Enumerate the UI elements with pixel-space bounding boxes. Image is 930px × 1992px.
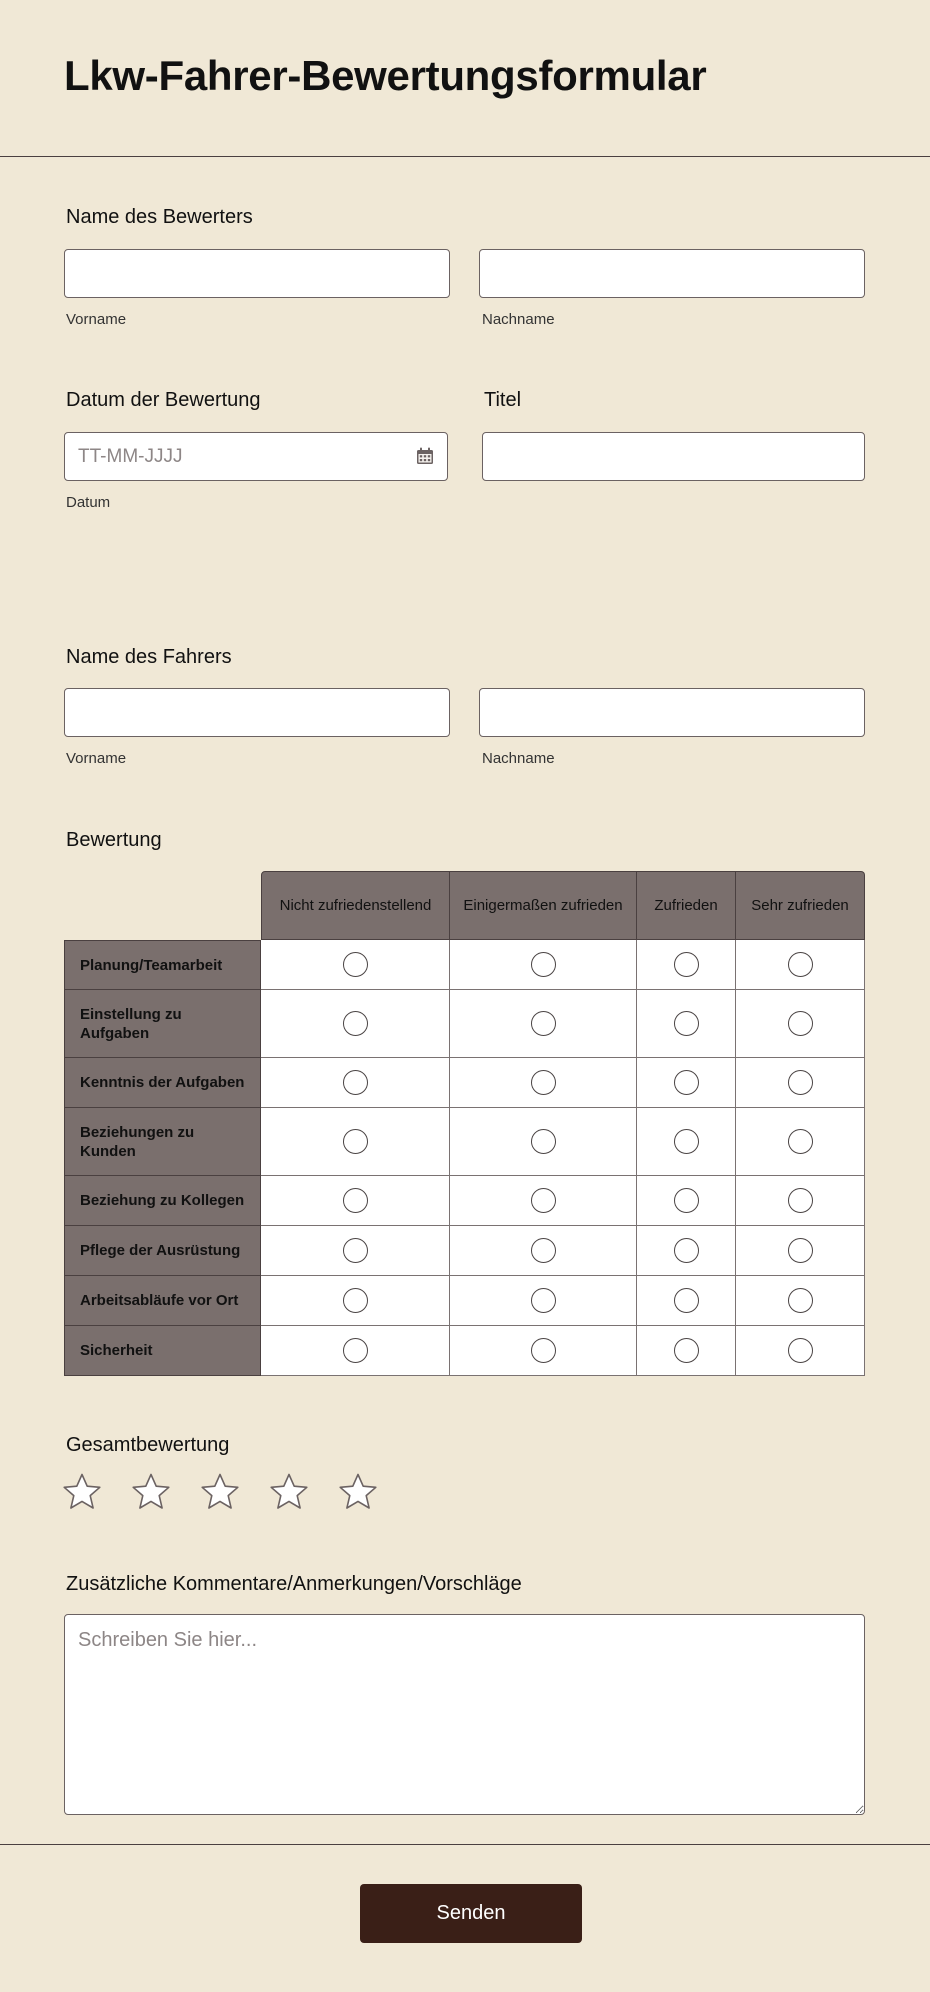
- rating-radio[interactable]: [531, 1188, 556, 1213]
- evaluator-first-name-sublabel: Vorname: [66, 311, 127, 328]
- matrix-cell: [736, 1326, 865, 1376]
- rating-radio[interactable]: [674, 1288, 699, 1313]
- matrix-cell: [261, 1326, 450, 1376]
- rating-radio[interactable]: [788, 1238, 813, 1263]
- matrix-cell: [637, 940, 736, 990]
- rating-radio[interactable]: [674, 1011, 699, 1036]
- matrix-cell: [637, 990, 736, 1058]
- driver-name-label: Name des Fahrers: [66, 646, 232, 668]
- matrix-cell: [736, 1176, 865, 1226]
- matrix-cell: [261, 990, 450, 1058]
- matrix-row-label: Einstellung zu Aufgaben: [64, 990, 261, 1058]
- title-field-label: Titel: [484, 389, 522, 411]
- matrix-cell: [261, 1058, 450, 1108]
- rating-radio[interactable]: [674, 1129, 699, 1154]
- rating-radio[interactable]: [343, 1338, 368, 1363]
- rating-radio[interactable]: [531, 1011, 556, 1036]
- comments-textarea[interactable]: [64, 1614, 865, 1815]
- evaluation-date-input[interactable]: [64, 432, 448, 481]
- matrix-cell: [637, 1108, 736, 1176]
- matrix-cell: [450, 1176, 637, 1226]
- comments-label: Zusätzliche Kommentare/Anmerkungen/Vorschläge: [66, 1573, 522, 1595]
- evaluator-first-name-input[interactable]: [64, 249, 450, 298]
- rating-radio[interactable]: [531, 1238, 556, 1263]
- rating-radio[interactable]: [343, 1288, 368, 1313]
- rating-radio[interactable]: [343, 952, 368, 977]
- rating-radio[interactable]: [788, 952, 813, 977]
- matrix-cell: [450, 1276, 637, 1326]
- rating-radio[interactable]: [788, 1188, 813, 1213]
- matrix-cell: [450, 1226, 637, 1276]
- title-input[interactable]: [482, 432, 865, 481]
- rating-radio[interactable]: [674, 1338, 699, 1363]
- footer-divider: [0, 1844, 930, 1845]
- matrix-column-header: Einigermaßen zufrieden: [450, 871, 637, 940]
- matrix-cell: [637, 1326, 736, 1376]
- matrix-row-label: Beziehung zu Kollegen: [64, 1176, 261, 1226]
- rating-radio[interactable]: [674, 1238, 699, 1263]
- rating-radio[interactable]: [788, 1011, 813, 1036]
- star-outline-icon[interactable]: [338, 1472, 378, 1512]
- rating-radio[interactable]: [343, 1238, 368, 1263]
- rating-radio[interactable]: [531, 1288, 556, 1313]
- matrix-cell: [736, 1276, 865, 1326]
- matrix-cell: [637, 1058, 736, 1108]
- rating-radio[interactable]: [343, 1070, 368, 1095]
- rating-radio[interactable]: [531, 1070, 556, 1095]
- matrix-cell: [637, 1176, 736, 1226]
- rating-radio[interactable]: [788, 1338, 813, 1363]
- form-title: Lkw-Fahrer-Bewertungsformular: [64, 52, 707, 99]
- matrix-cell: [450, 1108, 637, 1176]
- matrix-cell: [736, 1058, 865, 1108]
- rating-radio[interactable]: [531, 952, 556, 977]
- matrix-cell: [261, 1276, 450, 1326]
- rating-radio[interactable]: [531, 1338, 556, 1363]
- form-header: [0, 0, 930, 157]
- driver-first-name-input[interactable]: [64, 688, 450, 737]
- matrix-column-header: Nicht zufriedenstellend: [261, 871, 450, 940]
- matrix-cell: [450, 1058, 637, 1108]
- matrix-cell: [736, 1226, 865, 1276]
- matrix-cell: [261, 1108, 450, 1176]
- matrix-cell: [261, 1176, 450, 1226]
- matrix-row-label: Kenntnis der Aufgaben: [64, 1058, 261, 1108]
- matrix-cell: [261, 940, 450, 990]
- rating-radio[interactable]: [343, 1129, 368, 1154]
- rating-radio[interactable]: [674, 952, 699, 977]
- calendar-icon[interactable]: [416, 447, 434, 465]
- matrix-cell: [637, 1276, 736, 1326]
- rating-radio[interactable]: [788, 1070, 813, 1095]
- matrix-cell: [736, 1108, 865, 1176]
- evaluator-last-name-input[interactable]: [479, 249, 865, 298]
- matrix-row-label: Pflege der Ausrüstung: [64, 1226, 261, 1276]
- rating-radio[interactable]: [674, 1070, 699, 1095]
- rating-radio[interactable]: [531, 1129, 556, 1154]
- driver-last-name-sublabel: Nachname: [482, 750, 555, 767]
- matrix-cell: [736, 990, 865, 1058]
- driver-last-name-input[interactable]: [479, 688, 865, 737]
- star-outline-icon[interactable]: [131, 1472, 171, 1512]
- driver-first-name-sublabel: Vorname: [66, 750, 127, 767]
- matrix-row-label: Arbeitsabläufe vor Ort: [64, 1276, 261, 1326]
- star-outline-icon[interactable]: [200, 1472, 240, 1512]
- rating-radio[interactable]: [343, 1188, 368, 1213]
- matrix-cell: [261, 1226, 450, 1276]
- matrix-cell: [450, 940, 637, 990]
- matrix-row-label: Planung/Teamarbeit: [64, 940, 261, 990]
- rating-radio[interactable]: [788, 1288, 813, 1313]
- rating-radio[interactable]: [343, 1011, 368, 1036]
- star-outline-icon[interactable]: [62, 1472, 102, 1512]
- evaluator-last-name-sublabel: Nachname: [482, 311, 555, 328]
- matrix-column-header: Zufrieden: [637, 871, 736, 940]
- rating-radio[interactable]: [788, 1129, 813, 1154]
- date-field: [64, 432, 448, 481]
- rating-radio[interactable]: [674, 1188, 699, 1213]
- rating-label: Bewertung: [66, 829, 162, 851]
- overall-rating-label: Gesamtbewertung: [66, 1434, 230, 1456]
- matrix-cell: [450, 1326, 637, 1376]
- matrix-cell: [450, 990, 637, 1058]
- matrix-row-label: Beziehungen zu Kunden: [64, 1108, 261, 1176]
- matrix-column-header: Sehr zufrieden: [736, 871, 865, 940]
- evaluation-date-sublabel: Datum: [66, 494, 111, 511]
- matrix-cell: [736, 940, 865, 990]
- submit-button[interactable]: Senden: [360, 1884, 582, 1943]
- matrix-row-label: Sicherheit: [64, 1326, 261, 1376]
- matrix-cell: [637, 1226, 736, 1276]
- evaluator-name-label: Name des Bewerters: [66, 206, 253, 228]
- evaluation-date-label: Datum der Bewertung: [66, 389, 261, 411]
- star-outline-icon[interactable]: [269, 1472, 309, 1512]
